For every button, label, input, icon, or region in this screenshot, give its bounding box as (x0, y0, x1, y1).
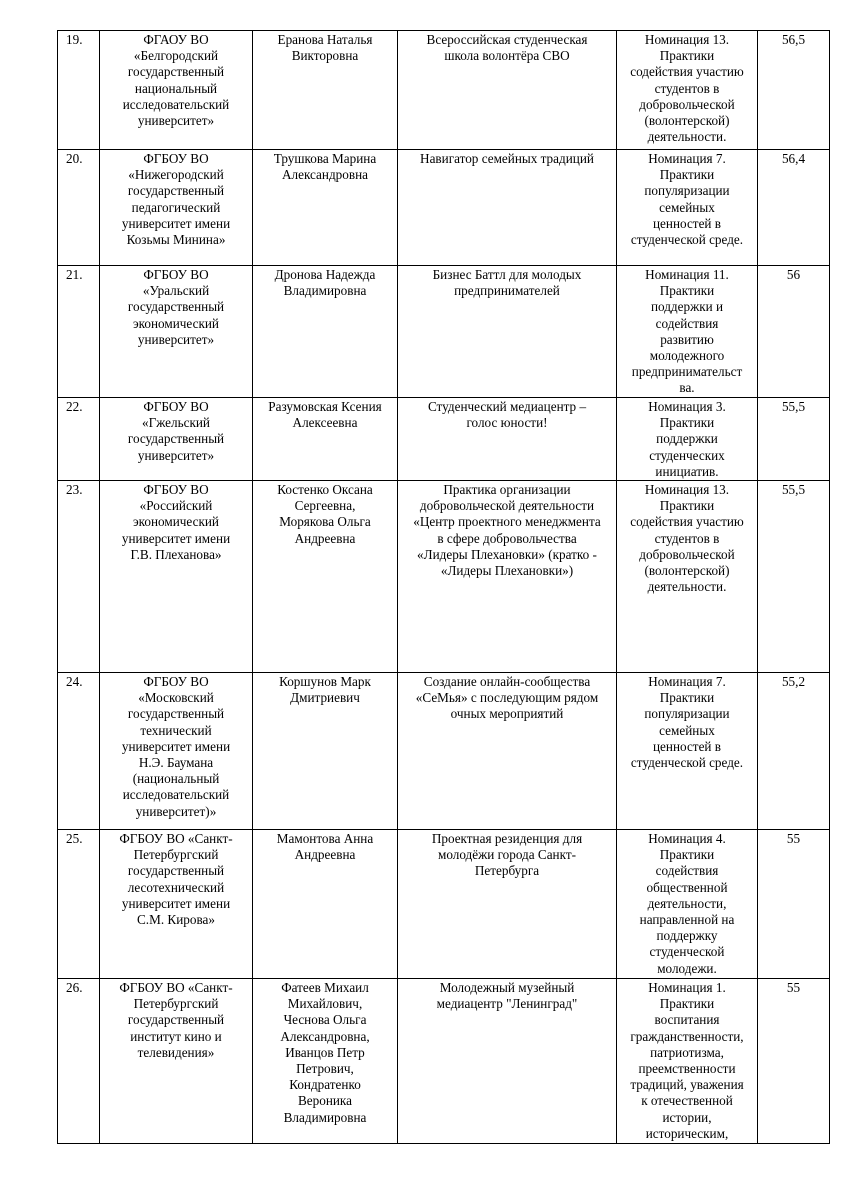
author-cell: Дронова Надежда Владимировна (253, 266, 398, 398)
project-cell: Бизнес Баттл для молодых предпринимателей (398, 266, 617, 398)
row-number: 23. (58, 481, 100, 673)
row-number: 19. (58, 31, 100, 150)
nomination-cell: Номинация 13. Практики содействия участию студентов в добровольческой (волонтерской) деятельности. (617, 31, 758, 150)
organization-cell: ФГБОУ ВО «Санкт- Петербургский государственный лесотехнический университет имени С.М. Кирова» (100, 830, 253, 979)
score-cell: 55 (758, 830, 830, 979)
author-cell: Еранова Наталья Викторовна (253, 31, 398, 150)
table-row (58, 830, 830, 979)
project-cell: Всероссийская студенческая школа волонтёра СВО (398, 31, 617, 150)
organization-cell: ФГБОУ ВО «Гжельский государственный университет» (100, 398, 253, 481)
row-number: 20. (58, 150, 100, 266)
project-cell: Молодежный музейный медиацентр "Ленинград" (398, 979, 617, 1144)
score-cell: 56,4 (758, 150, 830, 266)
organization-cell: ФГБОУ ВО «Московский государственный технический университет имени Н.Э. Баумана (национальный исследовательский университет)» (100, 673, 253, 830)
score-cell: 55,5 (758, 398, 830, 481)
author-cell: Разумовская Ксения Алексеевна (253, 398, 398, 481)
author-cell: Трушкова Марина Александровна (253, 150, 398, 266)
organization-cell: ФГБОУ ВО «Российский экономический университет имени Г.В. Плеханова» (100, 481, 253, 673)
author-cell: Коршунов Марк Дмитриевич (253, 673, 398, 830)
nomination-cell: Номинация 1. Практики воспитания гражданственности, патриотизма, преемственности традиций, уважения к отечественной истории, историческим, (617, 979, 758, 1144)
row-number: 26. (58, 979, 100, 1144)
table-row (58, 150, 830, 266)
organization-cell: ФГАОУ ВО «Белгородский государственный национальный исследовательский университет» (100, 31, 253, 150)
nomination-cell: Номинация 11. Практики поддержки и содействия развитию молодежного предпринимательст ва. (617, 266, 758, 398)
row-number: 22. (58, 398, 100, 481)
score-cell: 55 (758, 979, 830, 1144)
project-cell: Создание онлайн-сообщества «СеМья» с последующим рядом очных мероприятий (398, 673, 617, 830)
table-row (58, 31, 830, 150)
organization-cell: ФГБОУ ВО «Нижегородский государственный педагогический университет имени Козьмы Минина» (100, 150, 253, 266)
table-row (58, 266, 830, 398)
author-cell: Фатеев Михаил Михайлович, Чеснова Ольга Александровна, Иванцов Петр Петрович, Кондратенко Вероника Владимировна (253, 979, 398, 1144)
results-table (57, 30, 830, 1144)
nomination-cell: Номинация 7. Практики популяризации семейных ценностей в студенческой среде. (617, 673, 758, 830)
table-row (58, 979, 830, 1144)
row-number: 24. (58, 673, 100, 830)
row-number: 21. (58, 266, 100, 398)
table-row (58, 398, 830, 481)
author-cell: Мамонтова Анна Андреевна (253, 830, 398, 979)
organization-cell: ФГБОУ ВО «Уральский государственный экономический университет» (100, 266, 253, 398)
nomination-cell: Номинация 3. Практики поддержки студенческих инициатив. (617, 398, 758, 481)
project-cell: Навигатор семейных традиций (398, 150, 617, 266)
author-cell: Костенко Оксана Сергеевна, Морякова Ольга Андреевна (253, 481, 398, 673)
score-cell: 56,5 (758, 31, 830, 150)
table-row (58, 481, 830, 673)
row-number: 25. (58, 830, 100, 979)
nomination-cell: Номинация 7. Практики популяризации семейных ценностей в студенческой среде. (617, 150, 758, 266)
project-cell: Студенческий медиацентр – голос юности! (398, 398, 617, 481)
nomination-cell: Номинация 4. Практики содействия общественной деятельности, направленной на поддержку студенческой молодежи. (617, 830, 758, 979)
project-cell: Практика организации добровольческой деятельности «Центр проектного менеджмента в сфере добровольчества «Лидеры Плехановки» (кратко - «Лидеры Плехановки») (398, 481, 617, 673)
score-cell: 56 (758, 266, 830, 398)
project-cell: Проектная резиденция для молодёжи города Санкт- Петербурга (398, 830, 617, 979)
table-row (58, 673, 830, 830)
score-cell: 55,2 (758, 673, 830, 830)
score-cell: 55,5 (758, 481, 830, 673)
organization-cell: ФГБОУ ВО «Санкт- Петербургский государственный институт кино и телевидения» (100, 979, 253, 1144)
nomination-cell: Номинация 13. Практики содействия участию студентов в добровольческой (волонтерской) деятельности. (617, 481, 758, 673)
